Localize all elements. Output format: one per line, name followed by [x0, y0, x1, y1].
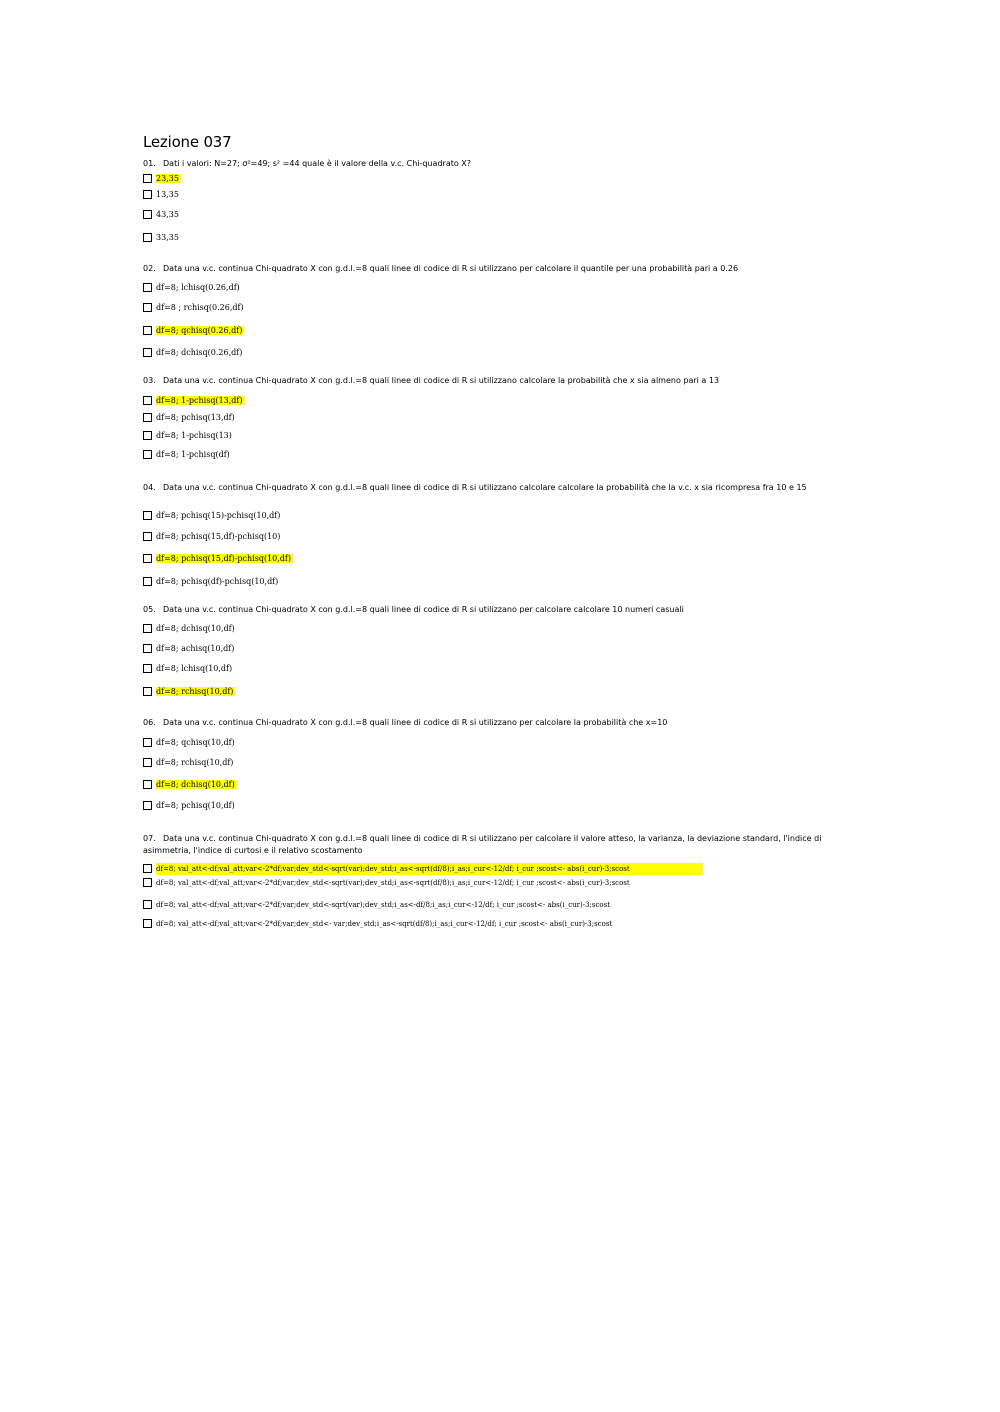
option-text: df=8; val_att<-df;val_att;var<-2*df;var;dev_std<-sqrt(var);dev_std;i_as<-sqrt(df/8);i_as;i_cur<-12/df; i_cur ;scost<- abs(i_cur)-3;scost	[156, 879, 630, 887]
option-text: df=8; dchisq(10,df)	[156, 624, 235, 633]
option-text: df=8; val_att<-df;val_att;var<-2*df;var;dev_std<- var;dev_std;i_as<-sqrt(df/8);i_as;i_cur<-12/df; i_cur ;scost<- abs(i_cur)-3;scost	[156, 920, 613, 928]
option-5-2[interactable]	[143, 643, 234, 657]
checkbox[interactable]	[143, 431, 152, 440]
option-4-2[interactable]	[143, 531, 280, 545]
option-text: df=8; qchisq(0.26,df)	[156, 326, 243, 335]
option-1-4[interactable]	[143, 232, 179, 246]
option-text: df=8; pchisq(13,df)	[156, 413, 235, 422]
option-text: df=8; 1-pchisq(df)	[156, 450, 230, 459]
option-text: df=8; pchisq(15,df)-pchisq(10)	[156, 532, 281, 541]
question-4	[143, 482, 843, 494]
checkbox[interactable]	[143, 900, 152, 909]
question-6	[143, 717, 843, 729]
checkbox[interactable]	[143, 687, 152, 696]
option-7-2[interactable]	[143, 877, 630, 891]
option-4-3[interactable]	[143, 553, 293, 567]
option-text: df=8; dchisq(0.26,df)	[156, 348, 243, 357]
option-text: df=8; lchisq(10,df)	[156, 664, 233, 673]
question-number: 04.	[143, 483, 156, 492]
checkbox[interactable]	[143, 919, 152, 928]
checkbox[interactable]	[143, 303, 152, 312]
checkbox[interactable]	[143, 396, 152, 405]
option-4-1[interactable]	[143, 510, 280, 524]
option-3-4[interactable]	[143, 449, 230, 463]
option-5-1[interactable]	[143, 623, 235, 637]
page-title: Lezione 037	[143, 133, 232, 151]
option-text: df=8; pchisq(15)-pchisq(10,df)	[156, 511, 281, 520]
option-1-1[interactable]	[143, 173, 181, 187]
question-number: 06.	[143, 718, 156, 727]
option-1-2[interactable]	[143, 189, 179, 203]
checkbox[interactable]	[143, 624, 152, 633]
option-text: df=8; pchisq(10,df)	[156, 801, 235, 810]
checkbox[interactable]	[143, 801, 152, 810]
option-text: df=8; 1-pchisq(13)	[156, 431, 232, 440]
question-number: 02.	[143, 264, 156, 273]
option-2-3[interactable]	[143, 325, 244, 339]
checkbox[interactable]	[143, 326, 152, 335]
checkbox[interactable]	[143, 644, 152, 653]
question-text: Dati i valori: N=27; σ²=49; s² =44 quale è il valore della v.c. Chi-quadrato X?	[163, 159, 472, 168]
checkbox[interactable]	[143, 450, 152, 459]
option-5-4[interactable]	[143, 686, 235, 700]
checkbox[interactable]	[143, 511, 152, 520]
option-text: 43,35	[156, 210, 179, 219]
question-7	[143, 833, 823, 857]
option-text: df=8; rchisq(10,df)	[156, 687, 234, 696]
checkbox[interactable]	[143, 738, 152, 747]
question-number: 03.	[143, 376, 156, 385]
checkbox[interactable]	[143, 664, 152, 673]
option-text: df=8; lchisq(0.26,df)	[156, 283, 240, 292]
option-3-1[interactable]	[143, 395, 245, 409]
checkbox[interactable]	[143, 758, 152, 767]
option-7-1[interactable]	[143, 863, 703, 877]
option-6-4[interactable]	[143, 800, 235, 814]
option-text: df=8; pchisq(df)-pchisq(10,df)	[156, 577, 279, 586]
checkbox[interactable]	[143, 780, 152, 789]
option-7-3[interactable]	[143, 899, 610, 913]
checkbox[interactable]	[143, 174, 152, 183]
question-text: Data una v.c. continua Chi-quadrato X con g.d.l.=8 quali linee di codice di R si utilizzano calcolare la probabilità che x sia almeno pari a 13	[163, 376, 720, 385]
option-text: df=8; dchisq(10,df)	[156, 780, 235, 789]
option-4-4[interactable]	[143, 576, 278, 590]
option-2-4[interactable]	[143, 347, 242, 361]
question-1	[143, 158, 843, 170]
question-number: 07.	[143, 834, 156, 843]
option-text: df=8 ; rchisq(0.26,df)	[156, 303, 244, 312]
option-6-2[interactable]	[143, 757, 233, 771]
option-text: df=8; pchisq(15,df)-pchisq(10,df)	[156, 554, 291, 563]
option-2-1[interactable]	[143, 282, 240, 296]
question-2	[143, 263, 843, 275]
option-text: df=8; qchisq(10,df)	[156, 738, 235, 747]
checkbox[interactable]	[143, 878, 152, 887]
question-text: Data una v.c. continua Chi-quadrato X con g.d.l.=8 quali linee di codice di R si utilizzano per calcolare il valore atteso, la varianza, la deviazione standard, l'indice di asimmetria, l'indice di curtosi e il relativo scostamento	[143, 834, 822, 855]
question-number: 01.	[143, 159, 156, 168]
checkbox[interactable]	[143, 283, 152, 292]
checkbox[interactable]	[143, 413, 152, 422]
checkbox[interactable]	[143, 577, 152, 586]
checkbox[interactable]	[143, 554, 152, 563]
checkbox[interactable]	[143, 348, 152, 357]
option-text: df=8; achisq(10,df)	[156, 644, 235, 653]
question-3	[143, 375, 843, 387]
checkbox[interactable]	[143, 864, 152, 873]
checkbox[interactable]	[143, 190, 152, 199]
option-5-3[interactable]	[143, 663, 232, 677]
question-text: Data una v.c. continua Chi-quadrato X con g.d.l.=8 quali linee di codice di R si utilizzano calcolare calcolare la probabilità che la v.c. x sia ricompresa fra 10 e 15	[163, 483, 807, 492]
option-text: 13,35	[156, 190, 179, 199]
option-6-1[interactable]	[143, 737, 235, 751]
option-1-3[interactable]	[143, 209, 179, 223]
option-3-2[interactable]	[143, 412, 235, 426]
option-text: df=8; val_att<-df;val_att;var<-2*df;var;dev_std<-sqrt(var);dev_std;i_as<-df/8;i_as;i_cur<-12/df; i_cur ;scost<- abs(i_cur)-3;scost	[156, 901, 611, 909]
checkbox[interactable]	[143, 210, 152, 219]
question-text: Data una v.c. continua Chi-quadrato X con g.d.l.=8 quali linee di codice di R si utilizzano per calcolare la probabilità che x=10	[163, 718, 668, 727]
question-5	[143, 604, 843, 616]
option-text: df=8; val_att<-df;val_att;var<-2*df;var;dev_std<-sqrt(var);dev_std;i_as<-sqrt(df/8);i_as;i_cur<-12/df; i_cur ;scost<- abs(i_cur)-3;scost	[156, 863, 703, 875]
question-text: Data una v.c. continua Chi-quadrato X con g.d.l.=8 quali linee di codice di R si utilizzano per calcolare il quantile per una probabilità pari a 0.26	[163, 264, 739, 273]
question-number: 05.	[143, 605, 156, 614]
option-2-2[interactable]	[143, 302, 244, 316]
question-text: Data una v.c. continua Chi-quadrato X con g.d.l.=8 quali linee di codice di R si utilizzano per calcolare calcolare 10 numeri casuali	[163, 605, 684, 614]
option-text: df=8; rchisq(10,df)	[156, 758, 234, 767]
option-text: 33,35	[156, 233, 179, 242]
checkbox[interactable]	[143, 532, 152, 541]
option-3-3[interactable]	[143, 430, 232, 444]
option-text: 23,35	[156, 174, 179, 183]
option-7-4[interactable]	[143, 918, 612, 932]
checkbox[interactable]	[143, 233, 152, 242]
option-text: df=8; 1-pchisq(13,df)	[156, 396, 243, 405]
option-6-3[interactable]	[143, 779, 237, 793]
